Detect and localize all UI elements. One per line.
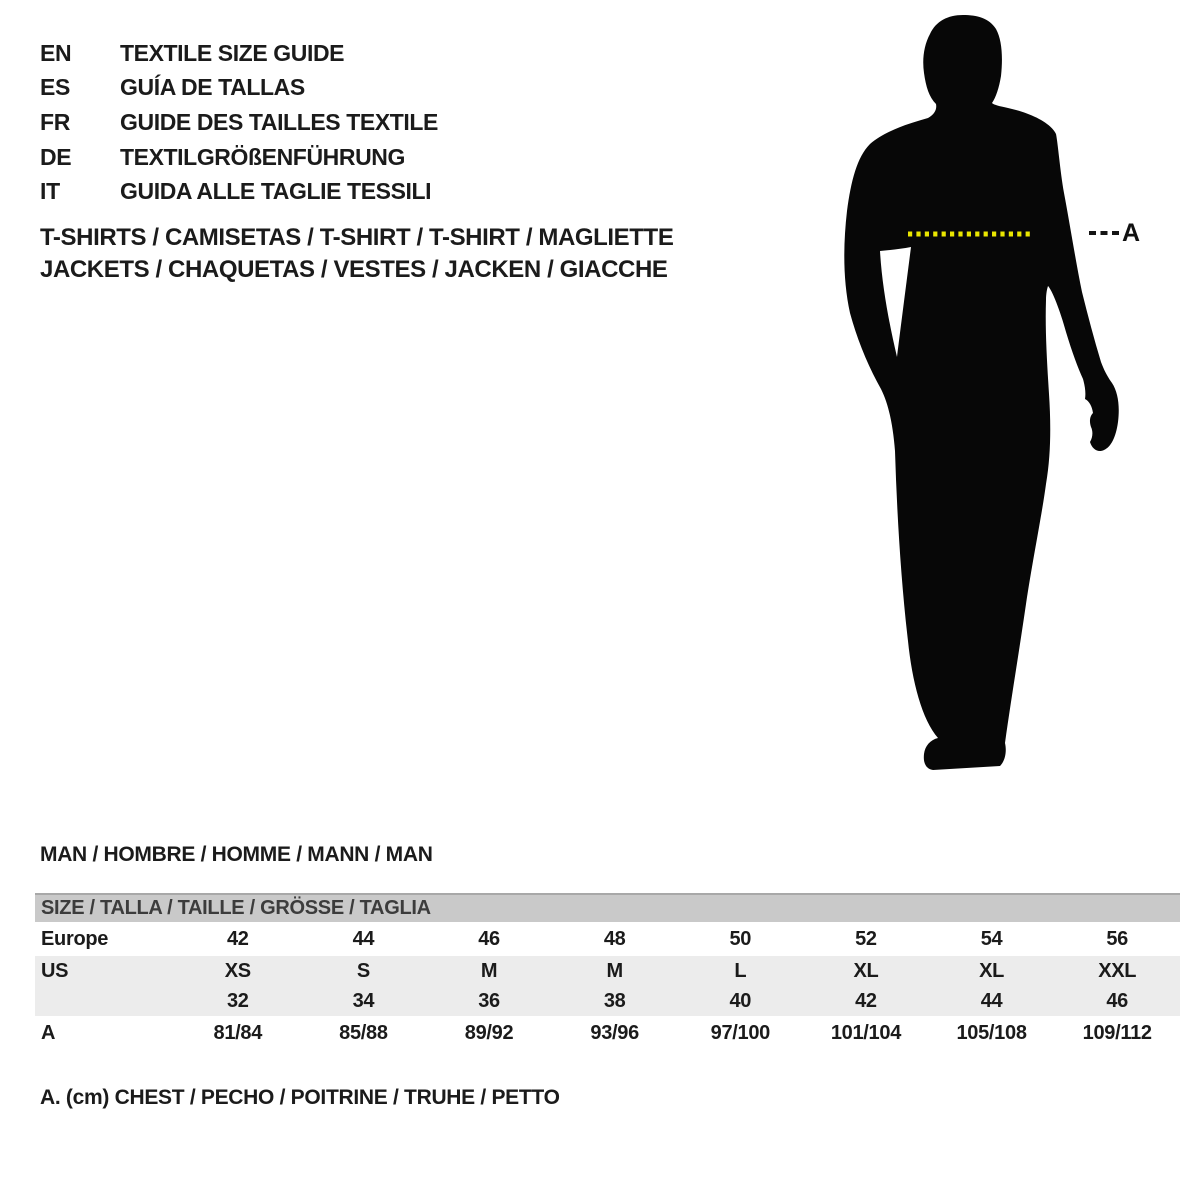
size-value: S — [356, 960, 370, 982]
language-code: IT — [40, 178, 60, 205]
table-row-us — [35, 956, 1180, 986]
size-value: M — [606, 960, 623, 982]
size-value: 42 — [226, 928, 249, 950]
size-value: 44 — [352, 928, 375, 950]
language-row — [40, 36, 438, 71]
row-label: A — [41, 1022, 56, 1044]
language-row — [40, 174, 438, 209]
category-line-jackets: JACKETS / CHAQUETAS / VESTES / JACKEN / GIACCHE — [40, 256, 668, 283]
size-value: 34 — [352, 990, 375, 1012]
size-value: 81/84 — [213, 1022, 263, 1044]
guide-title-fr: GUIDE DES TAILLES TEXTILE — [120, 108, 438, 135]
size-value: 93/96 — [590, 1022, 639, 1044]
size-value: 54 — [980, 928, 1003, 950]
size-value: 56 — [1106, 928, 1129, 950]
size-value: L — [734, 960, 747, 982]
language-code: DE — [40, 143, 72, 170]
size-value: XS — [224, 960, 251, 982]
language-code: EN — [40, 39, 72, 66]
size-value: M — [480, 960, 498, 982]
size-value: 44 — [980, 990, 1003, 1012]
size-value: 101/104 — [830, 1022, 902, 1044]
size-table-header: SIZE / TALLA / TAILLE / GRÖSSE / TAGLIA — [35, 893, 1180, 922]
size-value: 105/108 — [956, 1022, 1027, 1044]
size-value: 40 — [729, 990, 752, 1012]
table-row-europe — [35, 922, 1180, 956]
guide-title-es: GUÍA DE TALLAS — [120, 74, 305, 101]
measurement-legend: A. (cm) CHEST / PECHO / POITRINE / TRUHE / PETTO — [40, 1086, 560, 1109]
man-silhouette — [844, 15, 1118, 770]
category-line-tshirts: T-SHIRTS / CAMISETAS / T-SHIRT / T-SHIRT / MAGLIETTE — [40, 224, 674, 251]
size-value: 42 — [855, 990, 877, 1012]
table-row-chest-a — [35, 1016, 1180, 1050]
category-lines — [40, 222, 673, 286]
language-code: FR — [40, 108, 71, 135]
language-title-list — [40, 36, 438, 209]
size-value: 32 — [226, 990, 249, 1012]
guide-title-en: TEXTILE SIZE GUIDE — [120, 39, 345, 66]
size-table — [35, 893, 1180, 1050]
size-value: XXL — [1098, 960, 1137, 982]
size-value: 109/112 — [1082, 1022, 1152, 1044]
language-row — [40, 105, 438, 140]
language-row — [40, 140, 438, 175]
size-value: 52 — [855, 928, 877, 950]
size-value: 50 — [729, 928, 752, 950]
size-value: XL — [979, 960, 1005, 982]
size-value: XL — [853, 960, 879, 982]
size-value: 46 — [1106, 990, 1129, 1012]
row-label — [35, 986, 175, 1016]
man-figure — [820, 5, 1150, 780]
language-row — [40, 71, 438, 106]
measure-point-label: A — [1122, 219, 1141, 247]
size-value: 89/92 — [464, 1022, 514, 1044]
size-value: 38 — [603, 990, 626, 1012]
size-value: 85/88 — [339, 1022, 388, 1044]
row-label: US — [41, 960, 69, 982]
row-label: Europe — [41, 928, 109, 950]
table-row-alt-size — [35, 986, 1180, 1016]
man-figure-svg — [820, 5, 1150, 780]
size-value: 97/100 — [710, 1022, 770, 1044]
gender-section-title: MAN / HOMBRE / HOMME / MANN / MAN — [40, 843, 433, 866]
size-value: 46 — [478, 928, 500, 950]
size-value: 36 — [478, 990, 500, 1012]
language-code: ES — [40, 74, 71, 101]
guide-title-de: TEXTILGRÖßENFÜHRUNG — [120, 143, 405, 170]
size-value: 48 — [603, 928, 626, 950]
guide-title-it: GUIDA ALLE TAGLIE TESSILI — [120, 178, 432, 205]
